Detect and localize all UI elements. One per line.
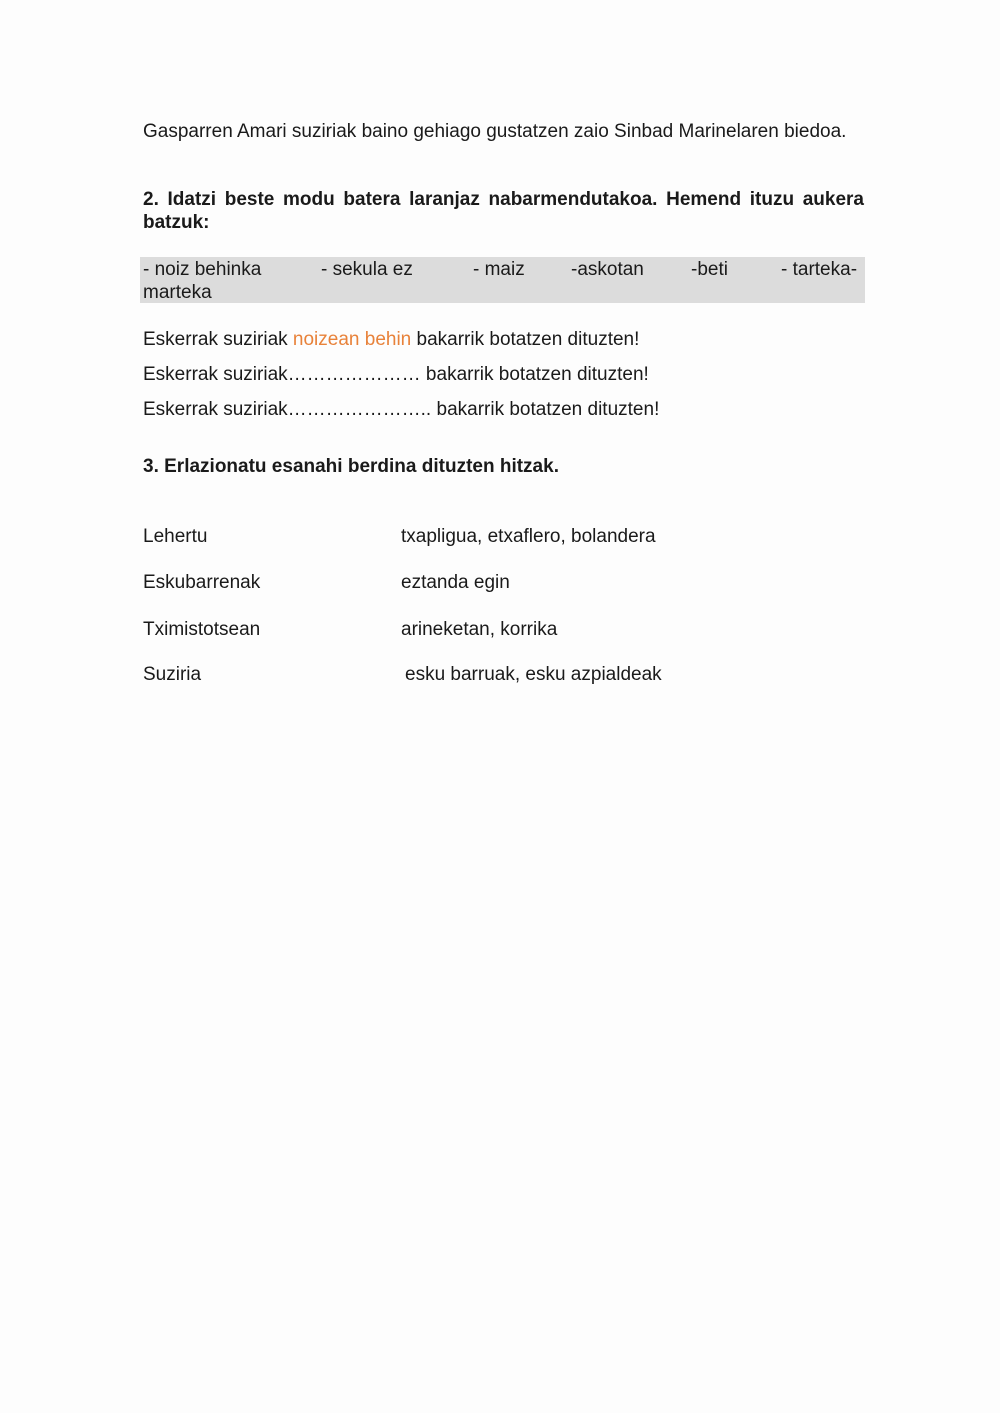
match-word-right[interactable]: eztanda egin bbox=[401, 572, 510, 593]
sentence-end: bakarrik botatzen dituzten! bbox=[411, 329, 640, 350]
fill-in-sentence bbox=[143, 363, 649, 386]
option-item: - noiz behinka bbox=[143, 259, 262, 280]
sentence-start: Eskerrak suziriak bbox=[143, 329, 293, 350]
highlighted-phrase: noizean behin bbox=[292, 329, 412, 350]
answer-blank[interactable]: ………………….. bbox=[287, 399, 432, 420]
match-word-left[interactable]: Suziria bbox=[143, 664, 202, 685]
option-item: - sekula ez bbox=[321, 259, 413, 280]
sentence-start: Eskerrak suziriak bbox=[143, 364, 288, 385]
match-word-left[interactable]: Lehertu bbox=[143, 526, 208, 547]
exercise-2-heading: 2. Idatzi beste modu batera laranjaz nabarmendutakoa. Hemend ituzu aukera batzuk: bbox=[143, 189, 864, 233]
intro-paragraph: Gasparren Amari suziriak baino gehiago gustatzen zaio Sinbad Marinelaren biedoa. bbox=[143, 121, 847, 142]
sentence-start: Eskerrak suziriak bbox=[143, 399, 288, 420]
match-word-left[interactable]: Tximistotsean bbox=[143, 619, 261, 640]
fill-in-sentence bbox=[143, 398, 659, 421]
sentence-end: bakarrik botatzen dituzten! bbox=[431, 399, 660, 420]
match-word-right[interactable]: esku barruak, esku azpialdeak bbox=[405, 664, 662, 685]
option-item: -askotan bbox=[571, 259, 644, 280]
options-box bbox=[140, 257, 865, 303]
option-item: marteka bbox=[143, 282, 212, 303]
sentence-end: bakarrik botatzen dituzten! bbox=[420, 364, 649, 385]
example-sentence bbox=[143, 328, 639, 351]
option-item: -beti bbox=[691, 259, 728, 280]
answer-blank[interactable]: ………………… bbox=[287, 364, 421, 385]
match-word-left[interactable]: Eskubarrenak bbox=[143, 572, 261, 593]
option-item: - maiz bbox=[473, 259, 525, 280]
match-word-right[interactable]: arineketan, korrika bbox=[401, 619, 558, 640]
option-item: - tarteka- bbox=[781, 259, 858, 280]
exercise-3-heading: 3. Erlazionatu esanahi berdina dituzten hitzak. bbox=[143, 456, 559, 477]
match-word-right[interactable]: txapligua, etxaflero, bolandera bbox=[401, 526, 656, 547]
